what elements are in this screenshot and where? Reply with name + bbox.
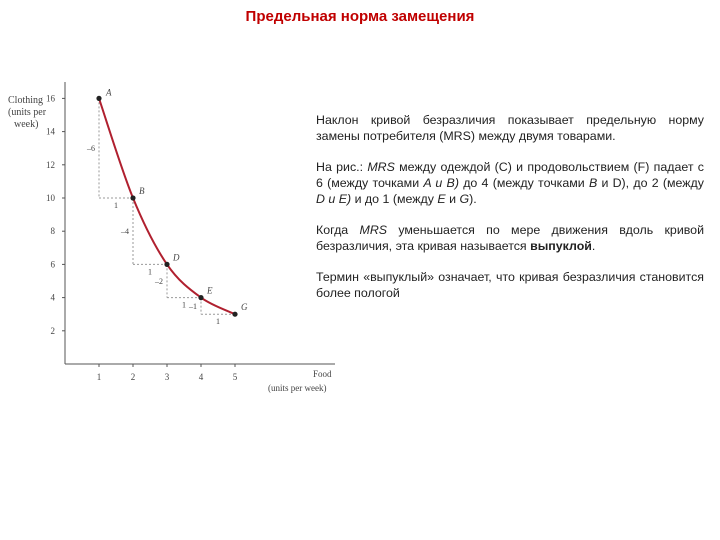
mrs-dy-label: –6 <box>87 144 95 154</box>
point-g <box>232 312 237 317</box>
point-label-d: D <box>173 252 180 263</box>
x-axis-label-line1: Food <box>313 369 332 379</box>
y-tick-label: 10 <box>46 193 55 203</box>
y-tick-label: 14 <box>46 126 55 137</box>
x-tick-label: 1 <box>96 372 102 382</box>
mrs-steps <box>86 98 235 326</box>
text-mrs: MRS <box>359 223 388 237</box>
point-label-a: A <box>106 87 112 98</box>
mrs-dy-label: –4 <box>121 227 129 237</box>
y-axis-label-line1: Clothing <box>8 95 44 106</box>
text-points-ab: A и B) <box>423 176 459 190</box>
y-tick-label: 12 <box>46 159 55 170</box>
text-point-b: B <box>588 176 598 190</box>
text-point-g: G <box>459 192 470 206</box>
mrs-dx-label: 1 <box>148 267 152 277</box>
point-e <box>198 295 203 300</box>
paragraph-slope: Наклон кривой безразличия показывает предельную норму замены потребителя (MRS) между двумя товарами. <box>316 113 704 143</box>
text-fragment: уменьшается по мере движения вдоль кривой безразличия, эта кривая называется <box>316 223 704 253</box>
mrs-dy-label: –1 <box>189 301 197 311</box>
point-label-g: G <box>241 302 248 313</box>
x-axis-label-line2: (units per week) <box>268 383 327 393</box>
text-fragment: Когда <box>316 223 360 237</box>
x-tick-label: 4 <box>198 372 204 382</box>
text-fragment: ). <box>469 192 477 206</box>
text-fragment: и <box>445 192 460 206</box>
text-fragment: до 4 (между точками <box>458 176 589 190</box>
y-axis-label-line2: (units per <box>8 107 47 118</box>
chart-axes <box>46 82 335 382</box>
point-a <box>96 96 101 101</box>
text-convex-bold: выпуклой <box>530 239 592 253</box>
text-panel <box>316 112 704 316</box>
curve-points <box>96 87 248 316</box>
mrs-dx-label: 1 <box>182 300 186 310</box>
y-tick-label: 8 <box>50 226 55 237</box>
mrs-dx-label: 1 <box>114 201 118 210</box>
point-d <box>164 262 169 267</box>
text-fragment: и D), до 2 (между <box>597 176 704 190</box>
y-tick-label: 6 <box>50 259 55 270</box>
text-fragment: и до 1 (между <box>351 192 438 206</box>
point-b <box>130 195 135 200</box>
text-fragment: между одеждой (C) и продовольствием (F) падает с 6 (между точками <box>316 160 705 190</box>
x-tick-label: 3 <box>164 372 170 382</box>
text-points-de: D и E) <box>316 192 352 206</box>
text-mrs: MRS <box>367 160 395 174</box>
y-axis-label-line3: week) <box>14 119 39 130</box>
text-point-e: E <box>437 192 446 206</box>
point-label-b: B <box>139 186 145 196</box>
text-fragment: . <box>591 239 596 253</box>
text-fragment: На рис.: <box>316 160 368 174</box>
slide-title: Предельная норма замещения <box>245 8 475 25</box>
paragraph-mrs-values <box>316 159 704 207</box>
x-tick-label: 2 <box>130 372 136 382</box>
paragraph-term: Термин «выпуклый» означает, что кривая безразличия становится более пологой <box>316 270 704 300</box>
x-tick-label: 5 <box>232 372 238 382</box>
point-label-e: E <box>207 285 213 296</box>
y-tick-label: 16 <box>46 93 55 104</box>
paragraph-convex <box>316 222 704 254</box>
y-tick-label: 4 <box>50 292 55 303</box>
y-tick-label: 2 <box>50 325 55 336</box>
indifference-curve-chart <box>0 70 332 410</box>
mrs-dx-label: 1 <box>216 317 220 327</box>
mrs-dy-label: –2 <box>155 277 163 286</box>
